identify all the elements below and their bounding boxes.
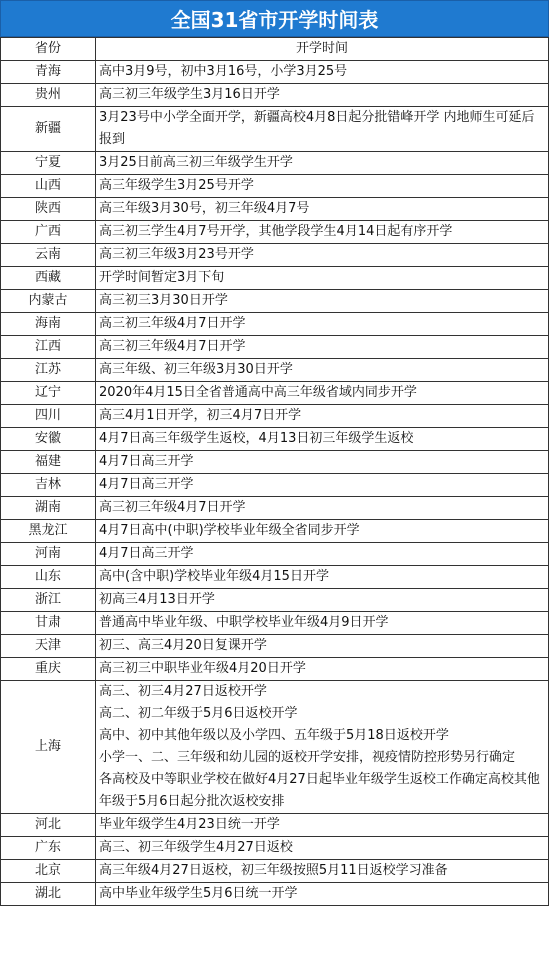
province-cell: 山西 <box>1 175 96 198</box>
table-row <box>1 405 549 428</box>
table-row <box>1 359 549 382</box>
table-row <box>1 107 549 152</box>
start-time-cell <box>96 543 549 566</box>
province-cell: 山东 <box>1 566 96 589</box>
start-time-cell <box>96 382 549 405</box>
table-row <box>1 267 549 290</box>
start-time-text: 高中毕业年级学生5月6日统一开学 <box>99 886 298 901</box>
table-row <box>1 681 549 814</box>
table-row <box>1 474 549 497</box>
province-cell: 青海 <box>1 61 96 84</box>
start-time-text: 高三年级3月30号，初三年级4月7号 <box>99 201 310 216</box>
start-time-text: 高三年级学生3月25号开学 <box>99 178 254 193</box>
province-cell: 陕西 <box>1 198 96 221</box>
start-time-text: 高三初三年级4月7日开学 <box>99 316 246 331</box>
start-time-text: 4月7日高中(中职)学校毕业年级全省同步开学 <box>99 523 360 538</box>
table-row <box>1 221 549 244</box>
start-time-cell <box>96 84 549 107</box>
province-cell: 甘肃 <box>1 612 96 635</box>
table-row <box>1 84 549 107</box>
start-time-text: 高中3月9号，初中3月16号，小学3月25号 <box>99 64 348 79</box>
start-time-text: 开学时间暂定3月下旬 <box>99 270 225 285</box>
province-cell: 吉林 <box>1 474 96 497</box>
start-time-cell <box>96 474 549 497</box>
province-cell: 西藏 <box>1 267 96 290</box>
start-time-cell <box>96 681 549 814</box>
province-cell: 上海 <box>1 681 96 814</box>
start-time-text: 高中(含中职)学校毕业年级4月15日开学 <box>99 569 329 584</box>
province-cell: 湖南 <box>1 497 96 520</box>
table-row <box>1 313 549 336</box>
table-row <box>1 589 549 612</box>
province-cell: 河北 <box>1 814 96 837</box>
table-row <box>1 520 549 543</box>
start-time-cell <box>96 497 549 520</box>
table-row <box>1 428 549 451</box>
start-time-text: 高三4月1日开学，初三4月7日开学 <box>99 408 302 423</box>
start-time-cell <box>96 428 549 451</box>
start-time-text: 高三初三中职毕业年级4月20日开学 <box>99 661 306 676</box>
start-time-cell <box>96 883 549 906</box>
schedule-table <box>0 37 549 906</box>
column-header-province: 省份 <box>1 38 96 61</box>
table-row <box>1 658 549 681</box>
table-row <box>1 543 549 566</box>
table-row <box>1 336 549 359</box>
start-time-cell <box>96 837 549 860</box>
table-row <box>1 382 549 405</box>
table-row <box>1 883 549 906</box>
start-time-text: 4月7日高三年级学生返校，4月13日初三年级学生返校 <box>99 431 414 446</box>
start-time-text: 高三、初三4月27日返校开学 <box>99 684 267 699</box>
start-time-cell <box>96 336 549 359</box>
start-time-text: 小学一、二、三年级和幼儿园的返校开学安排，视疫情防控形势另行确定 <box>99 750 516 765</box>
start-time-cell <box>96 405 549 428</box>
start-time-cell <box>96 589 549 612</box>
table-row <box>1 451 549 474</box>
page-title: 全国31省市开学时间表 <box>0 0 549 37</box>
table-row <box>1 497 549 520</box>
start-time-cell <box>96 107 549 152</box>
province-cell: 广东 <box>1 837 96 860</box>
province-cell: 福建 <box>1 451 96 474</box>
table-row <box>1 198 549 221</box>
table-row <box>1 814 549 837</box>
table-row <box>1 566 549 589</box>
table-row <box>1 290 549 313</box>
start-time-text: 初三、高三4月20日复课开学 <box>99 638 267 653</box>
table-row <box>1 61 549 84</box>
start-time-text: 4月7日高三开学 <box>99 546 194 561</box>
start-time-text: 高三年级、初三年级3月30日开学 <box>99 362 293 377</box>
table-row <box>1 635 549 658</box>
province-cell: 广西 <box>1 221 96 244</box>
start-time-cell <box>96 359 549 382</box>
start-time-cell <box>96 313 549 336</box>
start-time-text: 各高校及中等职业学校在做好4月27日起毕业年级学生返校工作确定高校其他年级于5月6日起分批次返校安排 <box>99 772 540 809</box>
start-time-text: 高三初三年级学生3月16日开学 <box>99 87 280 102</box>
table-header-row <box>1 38 549 61</box>
start-time-text: 高三初三年级4月7日开学 <box>99 500 246 515</box>
start-time-text: 初高三4月13日开学 <box>99 592 215 607</box>
start-time-text: 2020年4月15日全省普通高中高三年级省域内同步开学 <box>99 385 417 400</box>
province-cell: 重庆 <box>1 658 96 681</box>
start-time-text: 高三初三学生4月7号开学，其他学段学生4月14日起有序开学 <box>99 224 453 239</box>
start-time-text: 高二、初二年级于5月6日返校开学 <box>99 706 298 721</box>
start-time-cell <box>96 267 549 290</box>
start-time-text: 高三初三年级3月23号开学 <box>99 247 254 262</box>
start-time-text: 3月25日前高三初三年级学生开学 <box>99 155 293 170</box>
table-row <box>1 244 549 267</box>
start-time-cell <box>96 152 549 175</box>
province-cell: 北京 <box>1 860 96 883</box>
column-header-start-time: 开学时间 <box>96 38 549 61</box>
table-row <box>1 612 549 635</box>
start-time-text: 毕业年级学生4月23日统一开学 <box>99 817 280 832</box>
start-time-text: 普通高中毕业年级、中职学校毕业年级4月9日开学 <box>99 615 389 630</box>
province-cell: 四川 <box>1 405 96 428</box>
province-cell: 河南 <box>1 543 96 566</box>
province-cell: 江西 <box>1 336 96 359</box>
start-time-cell <box>96 175 549 198</box>
start-time-cell <box>96 520 549 543</box>
province-cell: 江苏 <box>1 359 96 382</box>
province-cell: 海南 <box>1 313 96 336</box>
start-time-cell <box>96 221 549 244</box>
start-time-text: 高三初三3月30日开学 <box>99 293 228 308</box>
start-time-cell <box>96 566 549 589</box>
province-cell: 湖北 <box>1 883 96 906</box>
province-cell: 贵州 <box>1 84 96 107</box>
start-time-cell <box>96 612 549 635</box>
province-cell: 浙江 <box>1 589 96 612</box>
table-row <box>1 152 549 175</box>
province-cell: 安徽 <box>1 428 96 451</box>
start-time-text: 4月7日高三开学 <box>99 454 194 469</box>
province-cell: 天津 <box>1 635 96 658</box>
start-time-cell <box>96 860 549 883</box>
start-time-cell <box>96 198 549 221</box>
start-time-cell <box>96 814 549 837</box>
start-time-cell <box>96 451 549 474</box>
start-time-cell <box>96 658 549 681</box>
start-time-text: 高中、初中其他年级以及小学四、五年级于5月18日返校开学 <box>99 728 449 743</box>
province-cell: 云南 <box>1 244 96 267</box>
start-time-cell <box>96 635 549 658</box>
table-row <box>1 860 549 883</box>
table-row <box>1 175 549 198</box>
start-time-cell <box>96 61 549 84</box>
start-time-text: 高三、初三年级学生4月27日返校 <box>99 840 293 855</box>
start-time-cell <box>96 290 549 313</box>
start-time-text: 4月7日高三开学 <box>99 477 194 492</box>
start-time-text: 高三年级4月27日返校，初三年级按照5月11日返校学习准备 <box>99 863 448 878</box>
province-cell: 内蒙古 <box>1 290 96 313</box>
province-cell: 辽宁 <box>1 382 96 405</box>
table-row <box>1 837 549 860</box>
province-cell: 黑龙江 <box>1 520 96 543</box>
province-cell: 新疆 <box>1 107 96 152</box>
start-time-text: 高三初三年级4月7日开学 <box>99 339 246 354</box>
start-time-text: 3月23号中小学全面开学，新疆高校4月8日起分批错峰开学 内地师生可延后报到 <box>99 110 535 147</box>
start-time-cell <box>96 244 549 267</box>
province-cell: 宁夏 <box>1 152 96 175</box>
